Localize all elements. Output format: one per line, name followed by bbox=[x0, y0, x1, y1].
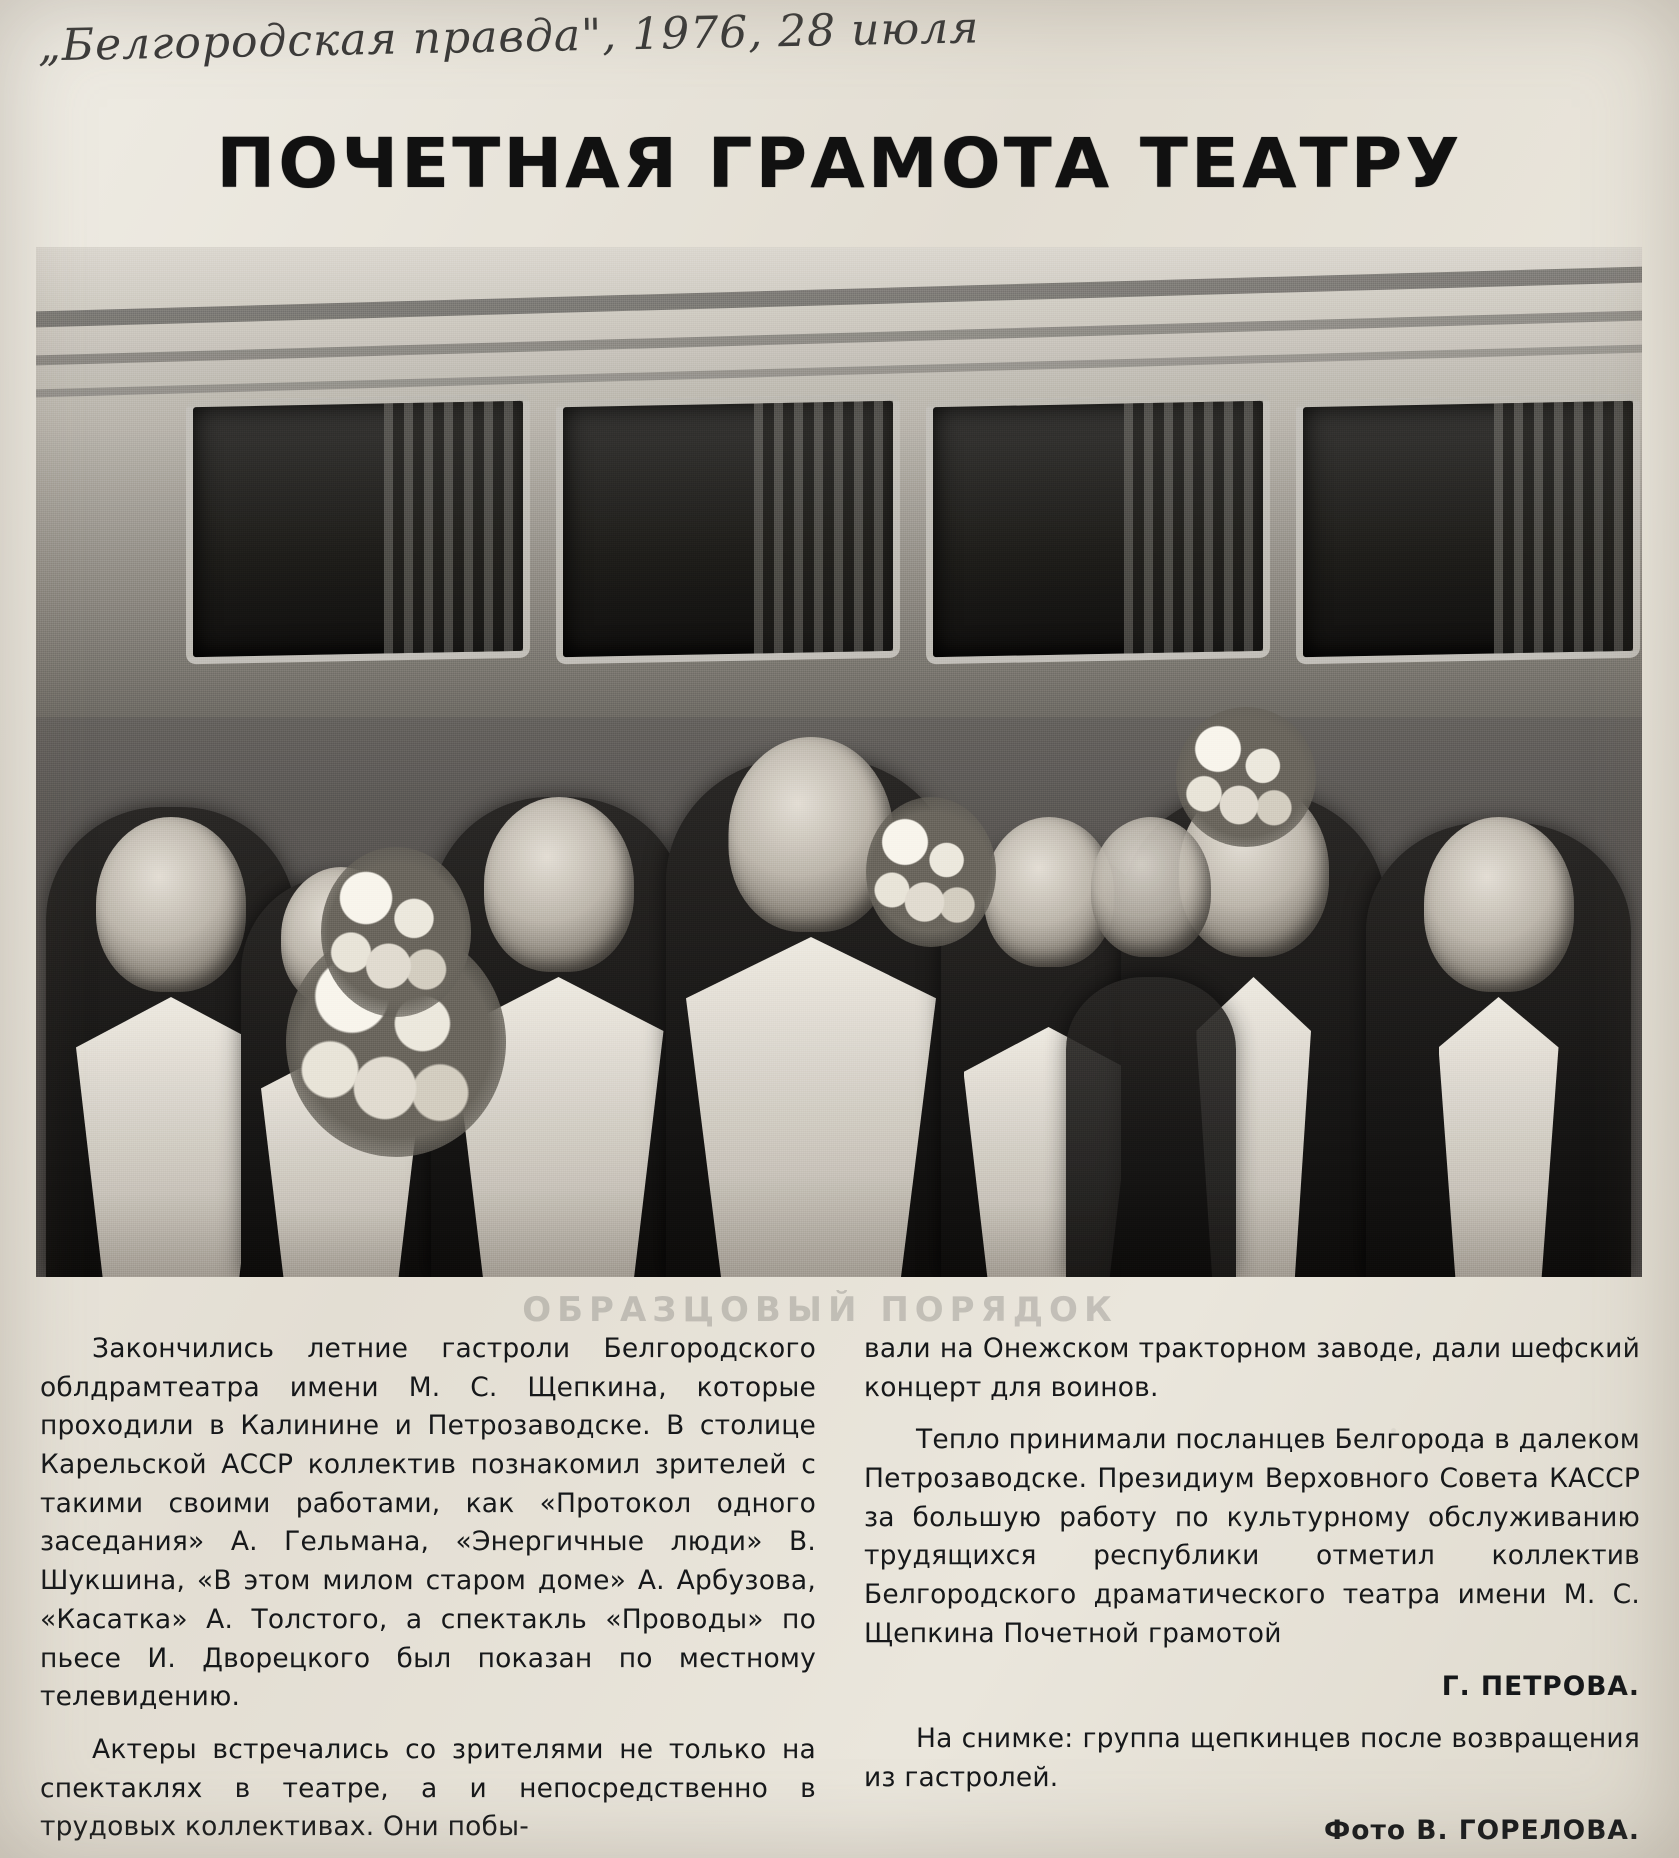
person-figure bbox=[1066, 977, 1236, 1277]
paragraph: Тепло принимали посланцев Белгорода в далеком Петрозаводске. Президиум Верховного Совета КАССР за большую работу по культурному обслуживанию трудящихся республики отметил коллектив Белгородского драматического театра имени М. С. Щепкина Почетной грамотой bbox=[864, 1424, 1640, 1649]
paragraph: вали на Онежском тракторном заводе, дали шефский концерт для воинов. bbox=[864, 1333, 1640, 1403]
person-head bbox=[1091, 817, 1211, 957]
person-head bbox=[729, 737, 894, 932]
column-left bbox=[40, 1330, 816, 1858]
column-right bbox=[864, 1330, 1640, 1858]
curtain-3 bbox=[1124, 401, 1263, 654]
carriage-window-1 bbox=[186, 394, 530, 665]
article-photo bbox=[36, 247, 1642, 1277]
person-head bbox=[1424, 817, 1574, 992]
curtain-1 bbox=[384, 401, 523, 654]
article-body bbox=[40, 1330, 1640, 1858]
bouquet bbox=[866, 797, 996, 947]
person-head bbox=[96, 817, 246, 992]
bouquet bbox=[1176, 707, 1316, 847]
paragraph: Закончились летние гастроли Белгородского облдрамтеатра имени М. С. Щепкина, которые проходили в Калинине и Петрозаводске. В столице Карельской АССР коллектив познакомил зрителей с такими своими работами, как «Протокол одного заседания» А. Гельмана, «Энергичные люди» В. Шукшина, «В этом милом старом доме» А. Арбузова, «Касатка» А. Толстого, а спектакль «Проводы» по пьесе И. Дворецкого был показан по местному телевидению. bbox=[40, 1333, 816, 1713]
person-torso bbox=[1439, 997, 1559, 1277]
article-author: Г. ПЕТРОВА. bbox=[1441, 1670, 1640, 1702]
curtain-2 bbox=[754, 401, 893, 654]
photo-credit: Фото В. ГОРЕЛОВА. bbox=[1323, 1814, 1640, 1846]
bouquet bbox=[321, 847, 471, 1017]
bleed-through-text: ОБРАЗЦОВЫЙ ПОРЯДОК bbox=[522, 1290, 1118, 1330]
page-title: ПОЧЕТНАЯ ГРАМОТА ТЕАТРУ bbox=[216, 124, 1463, 205]
handwritten-source-note: „Белгородская правда", 1976, 28 июля bbox=[37, 2, 980, 72]
person-head bbox=[484, 797, 634, 972]
paragraph: Актеры встречались со зрителями не только на спектаклях в театре, а и непосредственно в трудовых коллективах. Они побы- bbox=[40, 1733, 816, 1843]
curtain-4 bbox=[1494, 401, 1633, 654]
carriage-window-2 bbox=[556, 394, 900, 665]
person-torso bbox=[76, 997, 266, 1277]
carriage-window-3 bbox=[926, 394, 1270, 665]
carriage-window-4 bbox=[1296, 394, 1640, 665]
people-group bbox=[36, 637, 1642, 1277]
person-figure bbox=[1366, 822, 1631, 1277]
person-torso bbox=[686, 937, 936, 1277]
photo-caption: На снимке: группа щепкинцев после возвращения из гастролей. bbox=[864, 1723, 1640, 1793]
